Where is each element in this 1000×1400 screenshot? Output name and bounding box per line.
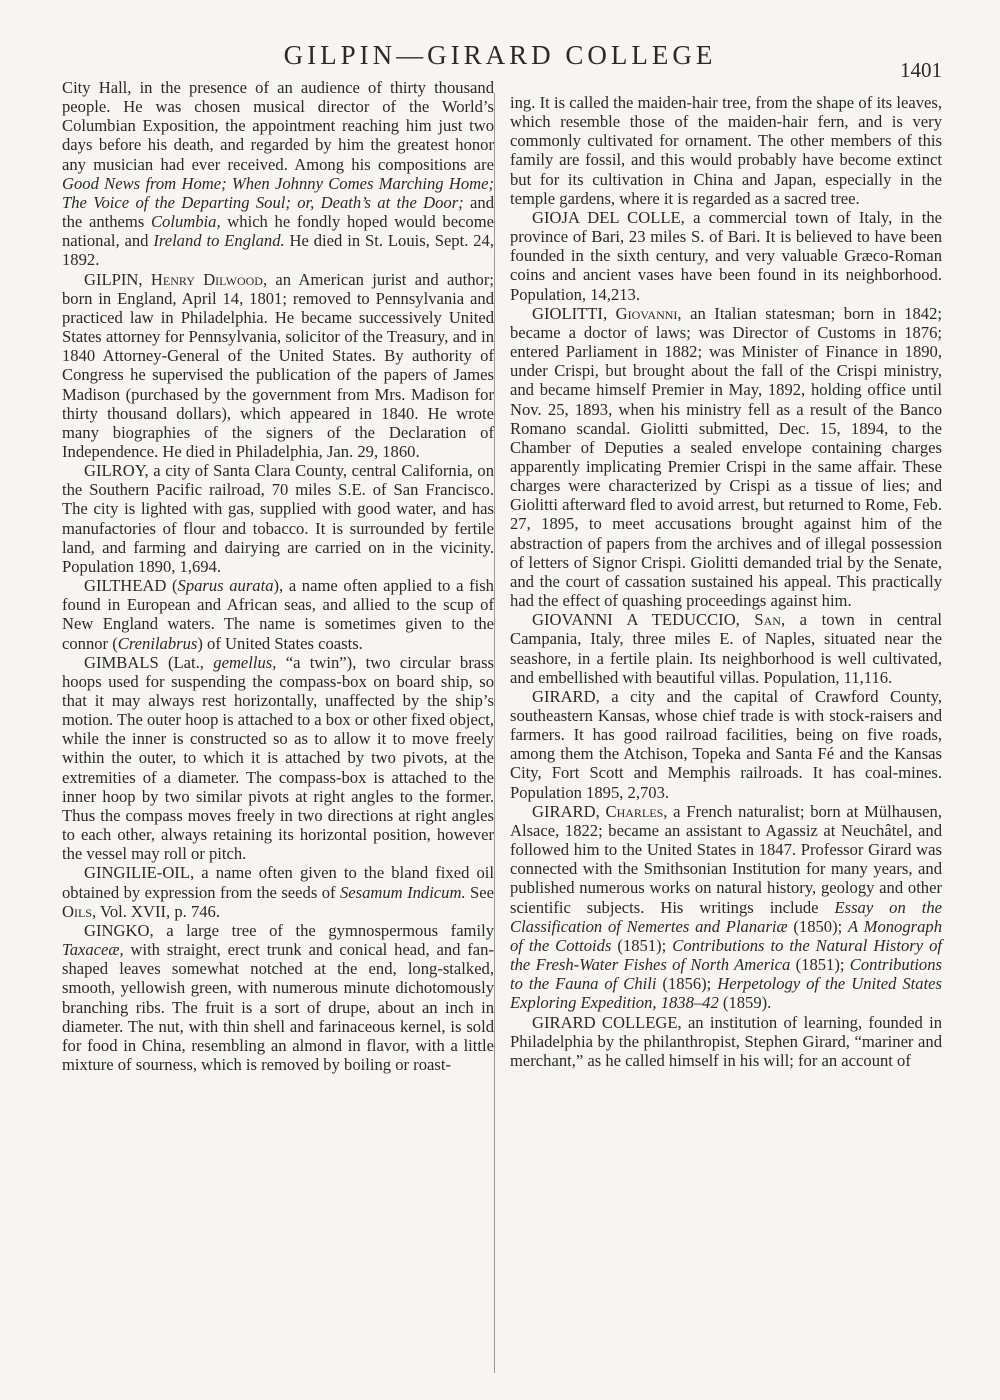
entry-headword: GILPIN, [84,269,151,289]
entry-paragraph [510,687,942,802]
entry-text: (1850); [787,916,849,936]
entry-text: He died in St. Louis, Sept. 24, 1892. [62,231,494,270]
italic-text: Taxaceæ, [62,940,124,960]
entry-paragraph [62,653,494,864]
italic-text: Columbia, [150,212,221,232]
entry-paragraph [62,78,494,270]
entry-text: (1851); [790,955,850,975]
entry-text: ing. It is called the maiden-hair tree, from the shape of its leaves, which resemble those of the maiden-hair fern, and is very commonly cultivated for ornament. The other members of this family are fossil, and this would probably have become extinct but for its cultivation in China and Japan, especially in the temple gardens, where it is regarded as a sacred tree. [510,93,942,208]
italic-text: Crenilabrus [117,633,198,653]
running-head: GILPIN—GIRARD COLLEGE [283,40,717,70]
entry-text: See [465,882,494,902]
entry-text: and the anthems [62,192,495,232]
entry-text: ) of United States coasts. [197,633,363,653]
left-column [62,78,494,1074]
entry-text: , an Italian statesman; born in 1842; became a doctor of laws; was Director of Customs in 1876; entered Parliament in 1882; was Minister of Finance in 1890, under Crispi, but brought about the fall of the Crispi ministry, and became himself Premier in May, 1892, holding office until Nov. 25, 1893, when his ministry fell as a result of the Banco Romano scandal. Giolitti submitted, Dec. 15, 1894, to the Chamber of Deputies a sealed envelope containing charges apparently implicating Premier Crispi in the same affair. These charges were characterized by Crispi as a tissue of lies; and Giolitti afterward fled to avoid arrest, but returned to Rome, Feb. 27, 1895, to meet accusations brought against him of the abstraction of papers from the archives and of illegal possession of letters of Signor Crispi. Giolitti demanded trial by the Senate, and the court of cassation sustained his appeal. This practically had the effect of quashing proceedings against him. [510,303,942,611]
italic-text: Sparus aurata [177,576,274,596]
entry-paragraph [62,863,494,920]
entry-paragraph [62,461,494,576]
entry-text: (Lat., [158,652,214,672]
italic-text: gemellus, [213,652,277,672]
entry-text: , a commercial town of Italy, in the province of Bari, 23 miles S. of Bari. It is believed to have been founded in the sixth century, and very valuable Græco-Roman coins and ancient vases have been found in its neighborhood. Population, 14,213. [510,207,942,304]
entry-paragraph [510,610,942,687]
italic-text: Ireland to England. [153,231,285,251]
entry-headword: GIOJA DEL COLLE [532,207,681,227]
entry-headword: GINGILIE-OIL [84,863,190,883]
small-caps-text: Charles [605,801,664,821]
entry-text: , a city and the capital of Crawford County, southeastern Kansas, whose chief trade is with stock-raisers and farmers. It has good railroad facilities, being on five roads, among them the Atchison, Topeka and Santa Fé and the Kansas City, Fort Scott and Memphis railroads. It has coal-mines. Population 1895, 2,703. [510,686,942,802]
entry-text: (1856); [656,974,718,994]
italic-text: Herpetology of the United States Exploring Expedition, 1838–42 [510,974,942,1013]
entry-headword: GILTHEAD [84,576,167,596]
small-caps-text: Henry Dilwood [150,269,263,289]
entry-text: , a large tree of the gymnospermous family [149,920,494,940]
entry-headword: GIOLITTI, [532,303,616,323]
entry-paragraph [62,921,494,1074]
entry-headword: GIRARD COLLEGE [532,1012,678,1032]
italic-text: Good News from Home; When Johnny Comes Marching Home; The Voice of the Departing Soul; or, Death’s at the Door; [62,173,494,212]
entry-text: , Vol. XVII, p. 746. [91,901,220,921]
entry-paragraph [510,93,942,208]
page-number: 1401 [900,58,942,82]
entry-text: , a French naturalist; born at Mülhausen, Alsace, 1822; became an assistant to Agassiz at Neuchâtel, and followed him to the United States in 1847. Professor Girard was connected with the Smithsonian Institution for many years, and published numerous works on natural history, geology and other scientific subjects. His writings include [510,801,942,917]
entry-text: “a twin”), two circular brass hoops used for suspending the compass-box on board ship, so that it may always rest horizontally, unaffected by the ship’s motion. The outer hoop is attached to a box or other fixed object, while the inner is constructed so as to allow it to move freely within the outer, to which it is attached by two pivots, at the extremities of a diameter. The compass-box is attached to the inner hoop by two similar pivots at right angles to the former. Thus the compass moves freely in two directions at right angles to each other, always retaining its horizontal position, however the vessel may roll or pitch. [62,652,494,864]
entry-headword: GIMBALS [84,652,159,672]
small-caps-text: San [754,610,781,630]
entry-text: City Hall, in the presence of an audience of thirty thousand people. He was chosen musical director of the World’s Columbian Exposition, the appointment reaching him just two days before his death, and regarded by him the greatest honor any musician had ever received. Among his compositions are [62,78,494,174]
italic-text: A Monograph of the Cottoids [510,916,942,955]
entry-text: , a name often given to the bland fixed oil obtained by expression from the seeds of [62,863,494,902]
entry-text: (1859). [718,993,772,1013]
column-rule [494,93,495,1373]
italic-text: Contributions to the Fauna of Chili [510,955,942,994]
entry-headword: GIRARD, [532,801,606,821]
small-caps-text: Giovanni [615,303,678,323]
entry-text: , an American jurist and author; born in England, April 14, 1801; removed to Pennsylvania and practiced law in Philadelphia. He became successively United States attorney for Pennsylvania, solicitor of the Treasury, and in 1840 Attorney-General of the United States. By authority of Congress he supervised the publication of the papers of James Madison (purchased by the government from Mrs. Madison for thirty thousand dollars), which appeared in 1840. He wrote many biographies of the signers of the Declaration of Independence. He died in Philadelphia, Jan. 29, 1860. [62,269,494,461]
entry-text: which he fondly hoped would become national, and [62,212,494,251]
entry-headword: GILROY [84,461,145,481]
small-caps-text: Oils [62,901,92,921]
entry-paragraph [62,270,494,462]
entry-paragraph [62,576,494,653]
entry-headword: GIRARD [532,686,596,706]
entry-paragraph [510,208,942,304]
entry-text: with straight, erect trunk and conical head, and fan-shaped leaves somewhat notched at the end, long-stalked, smooth, yellowish green, with numerous minute dichotomously branching ribs. The fruit is a sort of drupe, about an inch in diameter. The nut, with thin shell and farinaceous kernel, is sold for food in China, resembling an almond in flavor, with a little mixture of sourness, which is removed by boiling or roast- [62,940,494,1074]
entry-text: ( [166,576,178,596]
italic-text: Essay on the Classification of Nemertes and Planariæ [510,897,942,936]
entry-paragraph [510,802,942,1013]
entry-text: ), a name often applied to a fish found in European and African seas, and allied to the scup of New England waters. The name is sometimes given to the connor ( [62,576,494,653]
italic-text: Contributions to the Natural History of the Fresh-Water Fishes of North America [510,935,943,975]
entry-headword: GINGKO [84,920,150,940]
entry-paragraph [510,304,942,611]
entry-headword: GIOVANNI A TEDUCCIO, [532,610,755,630]
entry-paragraph [510,1013,942,1070]
entry-text: , a city of Santa Clara County, central California, on the Southern Pacific railroad, 70 miles S.E. of San Francisco. The city is lighted with gas, supplied with good water, and has manufactories of flour and tobacco. It is surrounded by fertile land, and farming and dairying are carried on in the vicinity. Population 1890, 1,694. [62,461,494,576]
entry-text: , an institution of learning, founded in Philadelphia by the philanthropist, Stephen Girard, “mariner and merchant,” as he called himself in his will; for an account of [510,1012,942,1070]
entry-text: (1851); [611,935,673,955]
italic-text: Sesamum Indicum. [339,882,466,902]
entry-text: , a town in central Campania, Italy, three miles E. of Naples, situated near the seashore, in a fertile plain. Its neighborhood is well cultivated, and embellished with beautiful villas. Population, 11,116. [510,610,942,687]
right-column [510,93,942,1070]
